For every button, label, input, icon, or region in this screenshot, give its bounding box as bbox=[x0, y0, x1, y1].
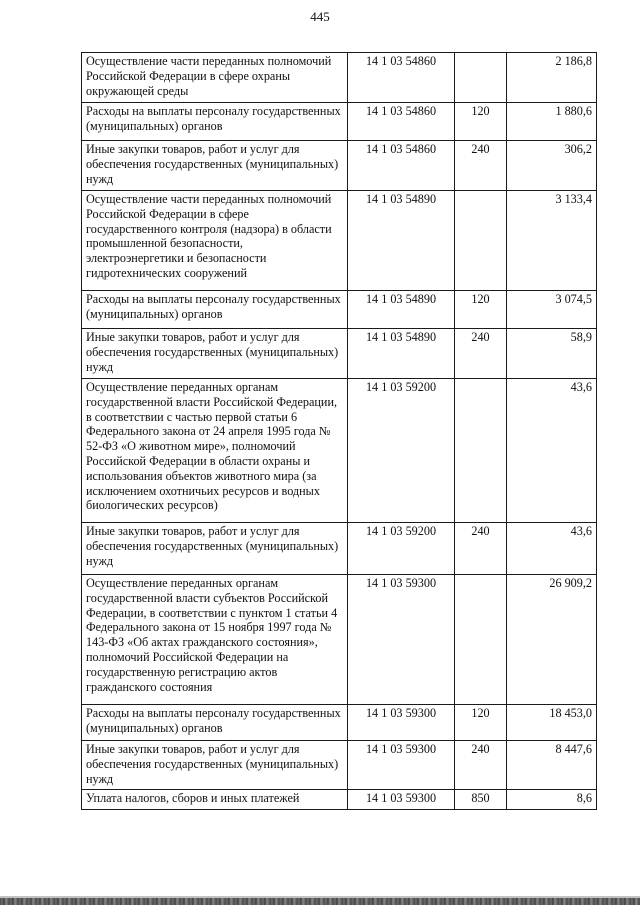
table-row bbox=[82, 291, 597, 329]
row-name: Осуществление части переданных полномочий Российской Федерации в сфере охраны окружающей среды bbox=[82, 53, 348, 103]
row-target-code: 14 1 03 59300 bbox=[348, 741, 455, 790]
row-target-code: 14 1 03 54860 bbox=[348, 53, 455, 103]
row-target-code: 14 1 03 59300 bbox=[348, 705, 455, 741]
table-row bbox=[82, 329, 597, 379]
table-row bbox=[82, 379, 597, 523]
row-expense-type: 120 bbox=[455, 103, 507, 141]
row-name: Осуществление переданных органам государственной власти Российской Федерации, в соответствии с частью первой статьи 6 Федерального закона от 24 апреля 1995 года № 52-ФЗ «О животном мире», полномочий Российской Федерации в области охраны и использования объектов животного мира (за исключением охотничьих ресурсов и водных биологических ресурсов) bbox=[82, 379, 348, 523]
row-amount: 2 186,8 bbox=[507, 53, 597, 103]
row-target-code: 14 1 03 59200 bbox=[348, 379, 455, 523]
row-target-code: 14 1 03 59300 bbox=[348, 790, 455, 810]
table-row bbox=[82, 790, 597, 810]
row-amount: 3 074,5 bbox=[507, 291, 597, 329]
table-row bbox=[82, 523, 597, 575]
row-name: Осуществление переданных органам государственной власти субъектов Российской Федерации, в соответствии с пунктом 1 статьи 4 Федерального закона от 15 ноября 1997 года № 143-ФЗ «Об актах гражданского состояния», полномочий Российской Федерации на государственную регистрацию актов гражданского состояния bbox=[82, 575, 348, 705]
row-name: Уплата налогов, сборов и иных платежей bbox=[82, 790, 348, 810]
budget-table bbox=[81, 52, 597, 810]
row-amount: 18 453,0 bbox=[507, 705, 597, 741]
row-amount: 306,2 bbox=[507, 141, 597, 191]
row-name: Иные закупки товаров, работ и услуг для обеспечения государственных (муниципальных) нужд bbox=[82, 523, 348, 575]
row-name: Иные закупки товаров, работ и услуг для обеспечения государственных (муниципальных) нужд bbox=[82, 741, 348, 790]
row-amount: 58,9 bbox=[507, 329, 597, 379]
row-name: Расходы на выплаты персоналу государственных (муниципальных) органов bbox=[82, 103, 348, 141]
row-expense-type: 240 bbox=[455, 141, 507, 191]
row-expense-type: 240 bbox=[455, 329, 507, 379]
row-target-code: 14 1 03 59200 bbox=[348, 523, 455, 575]
row-target-code: 14 1 03 54860 bbox=[348, 141, 455, 191]
table-row bbox=[82, 575, 597, 705]
row-name: Иные закупки товаров, работ и услуг для обеспечения государственных (муниципальных) нужд bbox=[82, 141, 348, 191]
row-expense-type: 850 bbox=[455, 790, 507, 810]
row-name: Расходы на выплаты персоналу государственных (муниципальных) органов bbox=[82, 291, 348, 329]
row-expense-type bbox=[455, 53, 507, 103]
row-expense-type bbox=[455, 575, 507, 705]
table-row bbox=[82, 191, 597, 291]
row-name: Осуществление части переданных полномочий Российской Федерации в сфере государственного контроля (надзора) в области промышленной безопасности, электроэнергетики и безопасности гидротехнических сооружений bbox=[82, 191, 348, 291]
row-name: Иные закупки товаров, работ и услуг для обеспечения государственных (муниципальных) нужд bbox=[82, 329, 348, 379]
row-expense-type: 240 bbox=[455, 741, 507, 790]
row-name: Расходы на выплаты персоналу государственных (муниципальных) органов bbox=[82, 705, 348, 741]
row-amount: 3 133,4 bbox=[507, 191, 597, 291]
row-amount: 1 880,6 bbox=[507, 103, 597, 141]
page-number: 445 bbox=[310, 9, 330, 24]
table-row bbox=[82, 141, 597, 191]
row-amount: 26 909,2 bbox=[507, 575, 597, 705]
row-amount: 43,6 bbox=[507, 523, 597, 575]
row-target-code: 14 1 03 54890 bbox=[348, 191, 455, 291]
row-target-code: 14 1 03 54890 bbox=[348, 291, 455, 329]
row-amount: 8 447,6 bbox=[507, 741, 597, 790]
row-target-code: 14 1 03 54860 bbox=[348, 103, 455, 141]
table-row bbox=[82, 741, 597, 790]
row-expense-type bbox=[455, 191, 507, 291]
table-row bbox=[82, 103, 597, 141]
row-target-code: 14 1 03 59300 bbox=[348, 575, 455, 705]
row-target-code: 14 1 03 54890 bbox=[348, 329, 455, 379]
row-expense-type bbox=[455, 379, 507, 523]
row-expense-type: 120 bbox=[455, 705, 507, 741]
row-amount: 43,6 bbox=[507, 379, 597, 523]
table-row bbox=[82, 705, 597, 741]
row-amount: 8,6 bbox=[507, 790, 597, 810]
row-expense-type: 120 bbox=[455, 291, 507, 329]
scan-edge-noise bbox=[0, 898, 640, 905]
table-row bbox=[82, 53, 597, 103]
row-expense-type: 240 bbox=[455, 523, 507, 575]
